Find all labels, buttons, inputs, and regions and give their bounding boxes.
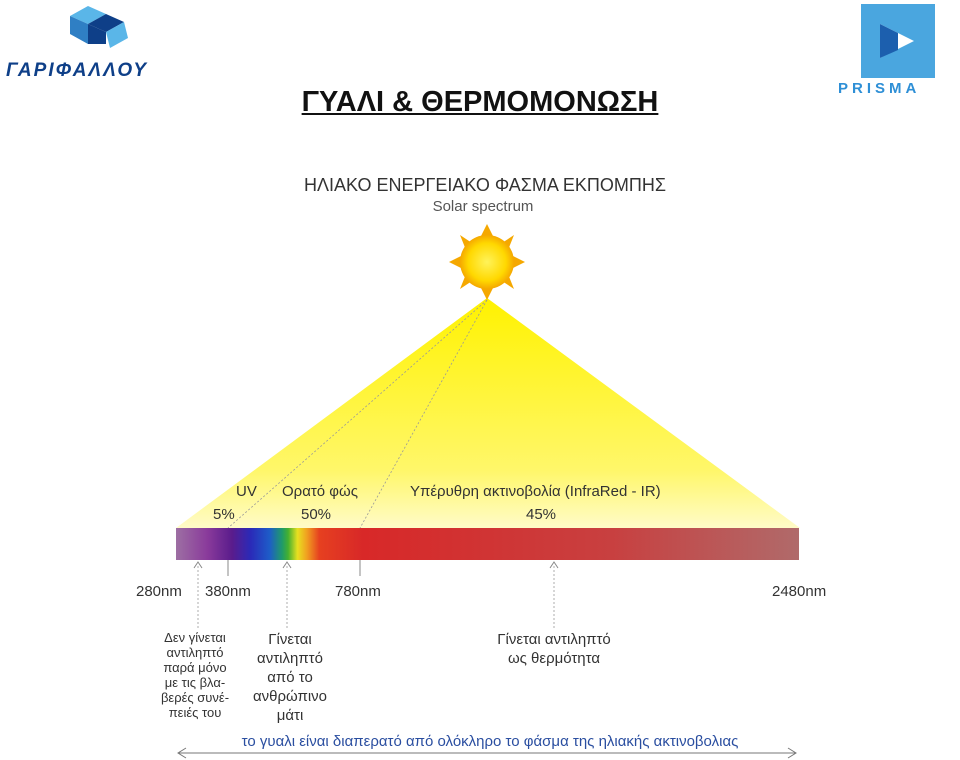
visible-note: Γίνεται αντιληπτό από το ανθρώπινο μάτι — [252, 631, 328, 724]
wavelength-2480nm: 2480nm — [772, 583, 827, 600]
band-name-infrared: Υπέρυθρη ακτινοβολία (InfraRed - IR) — [410, 483, 661, 500]
sun-icon — [449, 224, 525, 300]
uv-note: Δεν γίνεται αντιληπτό παρά μόνο με τις βλα- βερές συνέ- πειές του — [160, 630, 230, 720]
spectrum-bar — [176, 528, 799, 560]
band-name-uv: UV — [236, 483, 257, 500]
wavelength-780nm: 780nm — [335, 583, 381, 600]
wavelength-380nm: 380nm — [205, 583, 251, 600]
band-percent-visible: 50% — [301, 506, 332, 523]
wavelength-280nm: 280nm — [136, 583, 182, 600]
band-name-visible: Ορατό φώς — [282, 483, 358, 500]
band-percent-uv: 5% — [213, 506, 235, 523]
prisma-logo-text: PRISMA — [838, 80, 921, 97]
band-percent-infrared: 45% — [526, 506, 557, 523]
diagram-title: ΗΛΙΑΚΟ ΕΝΕΡΓΕΙΑΚΟ ΦΑΣΜΑ ΕΚΠΟΜΠΗΣ — [304, 175, 666, 195]
diagram-subtitle: Solar spectrum — [432, 198, 534, 215]
garifallou-logo-text: ΓΑΡΙΦΑΛΛΟΥ — [6, 60, 149, 81]
page-title: ΓΥΑΛΙ & ΘΕΡΜΟΜΟΝΩΣΗ — [301, 86, 659, 118]
bottom-caption: το γυαλι είναι διαπερατό από ολόκληρο το φάσμα της ηλιακής ακτινοβολιας — [241, 733, 739, 750]
infrared-note: Γίνεται αντιληπτό ως θερμότητα — [497, 631, 611, 667]
